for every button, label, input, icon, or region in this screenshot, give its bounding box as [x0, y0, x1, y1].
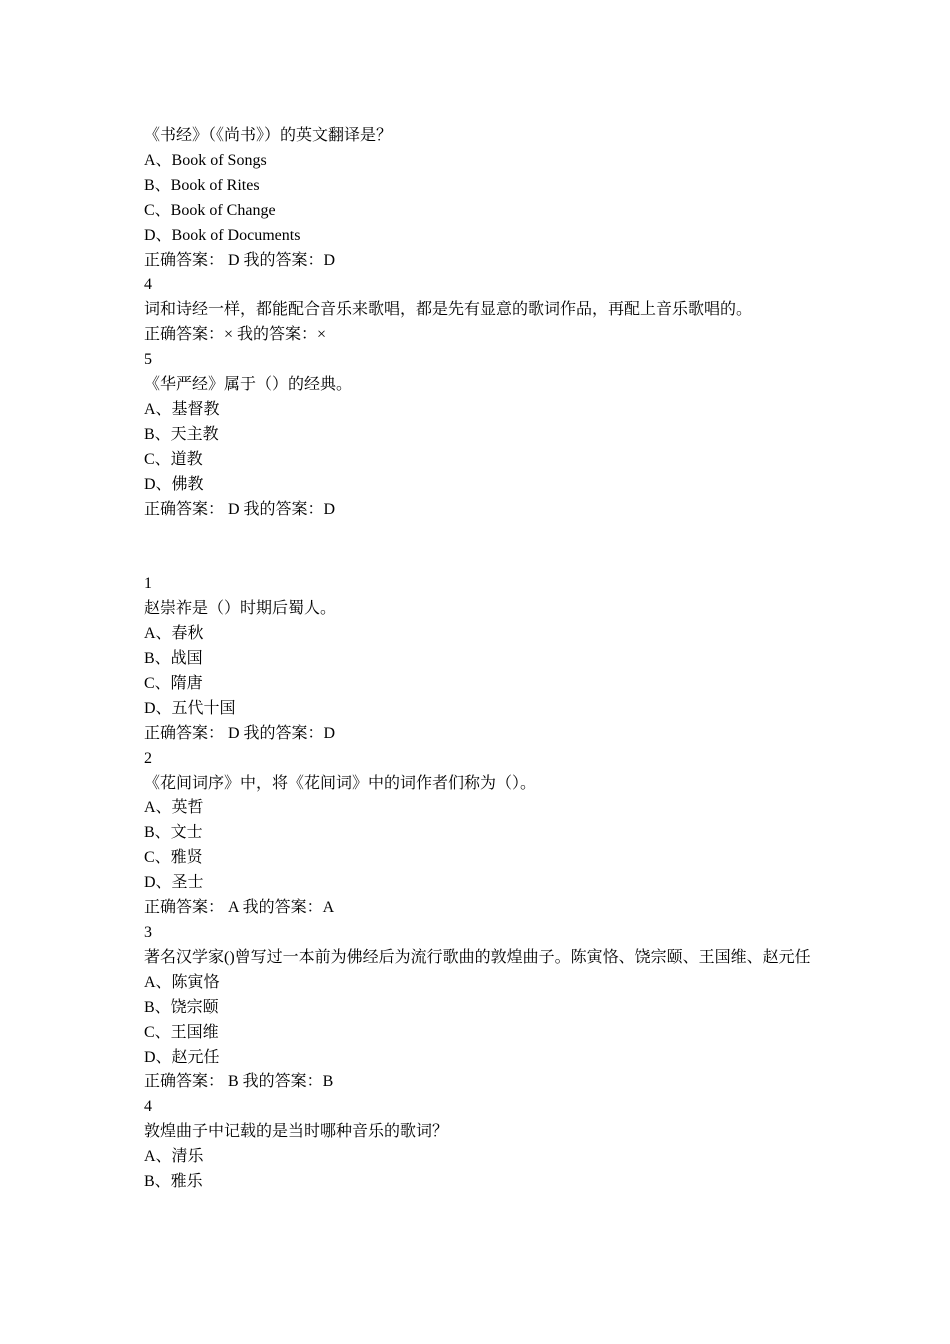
section-gap	[144, 523, 814, 573]
answer-option: D、圣士	[144, 874, 204, 892]
question-number: 5	[144, 351, 152, 369]
question-number: 4	[144, 276, 152, 294]
answer-option: D、Book of Documents	[144, 226, 301, 244]
answer-option: C、Book of Change	[144, 201, 276, 219]
answer-option: B、饶宗颐	[144, 998, 219, 1016]
answer-option: A、基督教	[144, 400, 220, 418]
question-item	[144, 921, 814, 1095]
question-text: 《书经》（《尚书》）的英文翻译是？	[144, 127, 393, 144]
question-text: 词和诗经一样，都能配合音乐来歌唱，都是先有显意的歌词作品，再配上音乐歌唱的。	[144, 301, 753, 319]
answer-option: B、雅乐	[144, 1173, 203, 1191]
answer-line: 正确答案： B 我的答案：B	[144, 1073, 334, 1091]
answer-option: C、隋唐	[144, 674, 203, 692]
question-text: 赵崇祚是（）时期后蜀人。	[144, 600, 337, 618]
question-item	[144, 1095, 814, 1195]
answer-option: D、佛教	[144, 475, 204, 493]
question-number: 2	[144, 749, 152, 767]
answer-option: A、英哲	[144, 799, 204, 817]
answer-option: B、文士	[144, 824, 203, 842]
question-number: 1	[144, 575, 152, 593]
question-text: 著名汉学家()曾写过一本前为佛经后为流行歌曲的敦煌曲子。陈寅恪、饶宗颐、王国维、赵元任	[144, 948, 811, 966]
question-section	[144, 124, 814, 523]
question-number: 4	[144, 1098, 152, 1116]
answer-option: B、Book of Rites	[144, 176, 260, 194]
answer-option: D、五代十国	[144, 699, 236, 717]
answer-line: 正确答案： D 我的答案：D	[144, 500, 336, 518]
question-text: 敦煌曲子中记载的是当时哪种音乐的歌词？	[144, 1123, 449, 1141]
answer-option: B、战国	[144, 650, 203, 668]
question-section	[144, 572, 814, 1195]
answer-option: A、春秋	[144, 625, 204, 643]
document-page	[144, 124, 814, 1195]
answer-option: C、雅贤	[144, 849, 203, 867]
answer-line: 正确答案： D 我的答案：D	[144, 724, 336, 742]
question-item	[144, 124, 814, 273]
question-item	[144, 348, 814, 522]
answer-option: A、陈寅恪	[144, 973, 220, 991]
question-text: 《华严经》属于（）的经典。	[144, 376, 353, 394]
question-text: 《花间词序》中，将《花间词》中的词作者们称为（）。	[144, 774, 537, 792]
question-number: 3	[144, 923, 152, 941]
question-item	[144, 273, 814, 348]
answer-option: A、清乐	[144, 1148, 204, 1166]
answer-line: 正确答案： A 我的答案：A	[144, 899, 335, 917]
answer-option: B、天主教	[144, 425, 219, 443]
answer-line: 正确答案：× 我的答案：×	[144, 326, 327, 344]
answer-option: A、Book of Songs	[144, 151, 267, 169]
question-item	[144, 747, 814, 921]
answer-line: 正确答案： D 我的答案：D	[144, 251, 336, 269]
answer-option: C、道教	[144, 450, 203, 468]
question-item	[144, 572, 814, 746]
answer-option: D、赵元任	[144, 1048, 220, 1066]
answer-option: C、王国维	[144, 1023, 219, 1041]
